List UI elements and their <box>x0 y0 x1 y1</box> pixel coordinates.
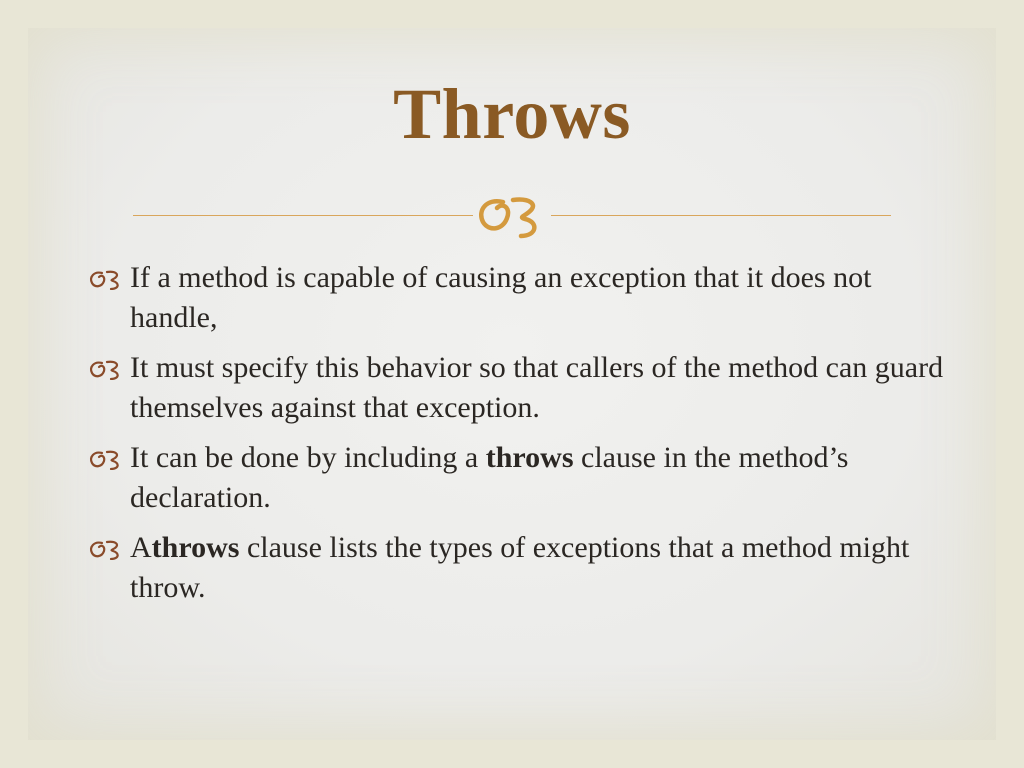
bullet-list <box>88 258 948 618</box>
flourish-bullet-icon <box>88 268 124 290</box>
flourish-bullet-icon <box>88 358 124 380</box>
divider-line-right <box>551 215 891 216</box>
divider-line-left <box>133 215 473 216</box>
bullet-item <box>88 438 948 518</box>
title-divider <box>133 190 891 240</box>
bullet-text: If a method is capable of causing an exception that it does not handle, <box>130 261 872 334</box>
flourish-bullet-icon <box>88 538 124 560</box>
bullet-text: A <box>130 531 152 564</box>
bullet-text: clause in the method’s declaration. <box>130 441 849 514</box>
bullet-text: It must specify this behavior so that callers of the method can guard themselves against that exception. <box>130 351 944 424</box>
bullet-text: It can be done by including a <box>130 441 486 474</box>
flourish-bullet-icon <box>88 448 124 470</box>
bullet-text: clause lists the types of exceptions that a method might throw. <box>130 531 910 604</box>
bullet-item <box>88 348 948 428</box>
flourish-icon <box>473 190 551 240</box>
keyword-throws: throws <box>151 531 240 564</box>
bullet-item <box>88 528 948 608</box>
bullet-item <box>88 258 948 338</box>
slide-title: Throws <box>393 74 631 154</box>
keyword-throws: throws <box>485 441 574 474</box>
